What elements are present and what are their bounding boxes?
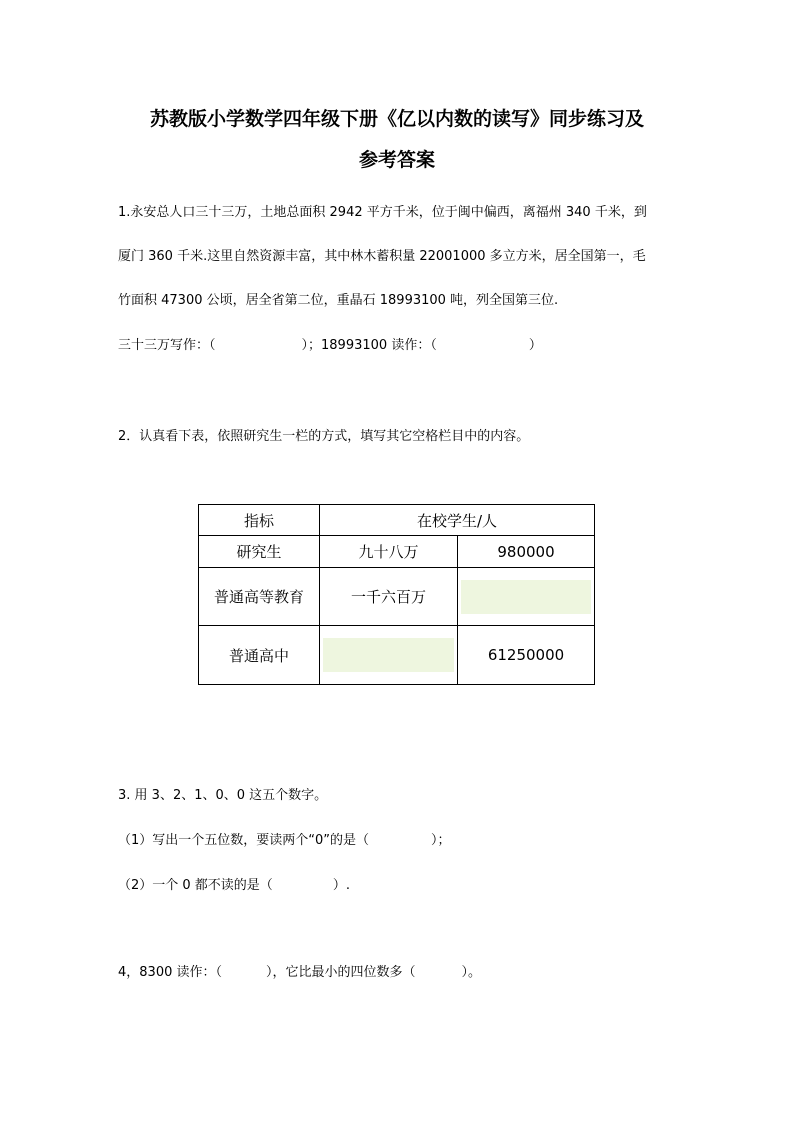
q3-sub1 [118,829,451,848]
q4-prompt-a: 4，8300 读作：（ [118,965,222,980]
table-row [199,536,595,567]
q3-sub2-prompt: （2）一个 0 都不读的是（ [118,878,273,893]
table-header-students: 在校学生/人 [320,505,595,536]
q2-text: 2．认真看下表，依照研究生一栏的方式，填写其它空格栏目中的内容。 [118,429,530,444]
q1-text-line1: 1.永安总人口三十三万，土地总面积 2942 平方千米，位于闽中偏西，离福州 340 千米，到 [118,205,647,220]
table-row [199,567,595,626]
table-row [199,626,595,685]
row-digits-answer-cell[interactable] [458,567,595,626]
row-label: 研究生 [199,536,320,567]
row-label: 普通高等教育 [199,567,320,626]
document-title-line1: 苏教版小学数学四年级下册《亿以内数的读写》同步练习及 [149,108,644,130]
q4-close: ）。 [461,965,482,980]
q3-sub1-prompt: （1）写出一个五位数，要读两个“0”的是（ [118,833,370,848]
answer-highlight [461,580,591,614]
table-header-indicator: 指标 [199,505,320,536]
row-digits: 61250000 [458,626,595,685]
q1-text-line2: 厦门 360 千米.这里自然资源丰富，其中林木蓄积量 22001000 多立方米，居全国第一，毛 [118,249,646,264]
document-title-line2: 参考答案 [358,149,435,171]
q3-sub2-close: ）. [332,878,350,893]
q3-sub2 [118,874,350,893]
q4-prompt-b: ），它比最小的四位数多（ [266,965,416,980]
row-words-answer-cell[interactable] [320,626,458,685]
row-words: 一千六百万 [320,567,458,626]
answer-highlight [323,638,454,672]
table-header-row [199,505,595,536]
q1-fill-prompt-b: ）；18993100 读作：（ [301,338,437,353]
q4-line [118,961,481,980]
q1-text-line3: 竹面积 47300 公顷，居全省第二位，重晶石 18993100 吨，列全国第三位. [118,293,559,308]
q1-fill-line [118,334,542,353]
q1-fill-prompt-a: 三十三万写作：（ [118,338,216,353]
row-words: 九十八万 [320,536,458,567]
q3-sub1-close: ）； [431,833,451,848]
q1-fill-prompt-c: ） [528,338,542,353]
row-label: 普通高中 [199,626,320,685]
q3-text: 3. 用 3、2、1、0、0 这五个数字。 [118,788,328,803]
student-stats-table [198,504,595,685]
row-digits: 980000 [458,536,595,567]
